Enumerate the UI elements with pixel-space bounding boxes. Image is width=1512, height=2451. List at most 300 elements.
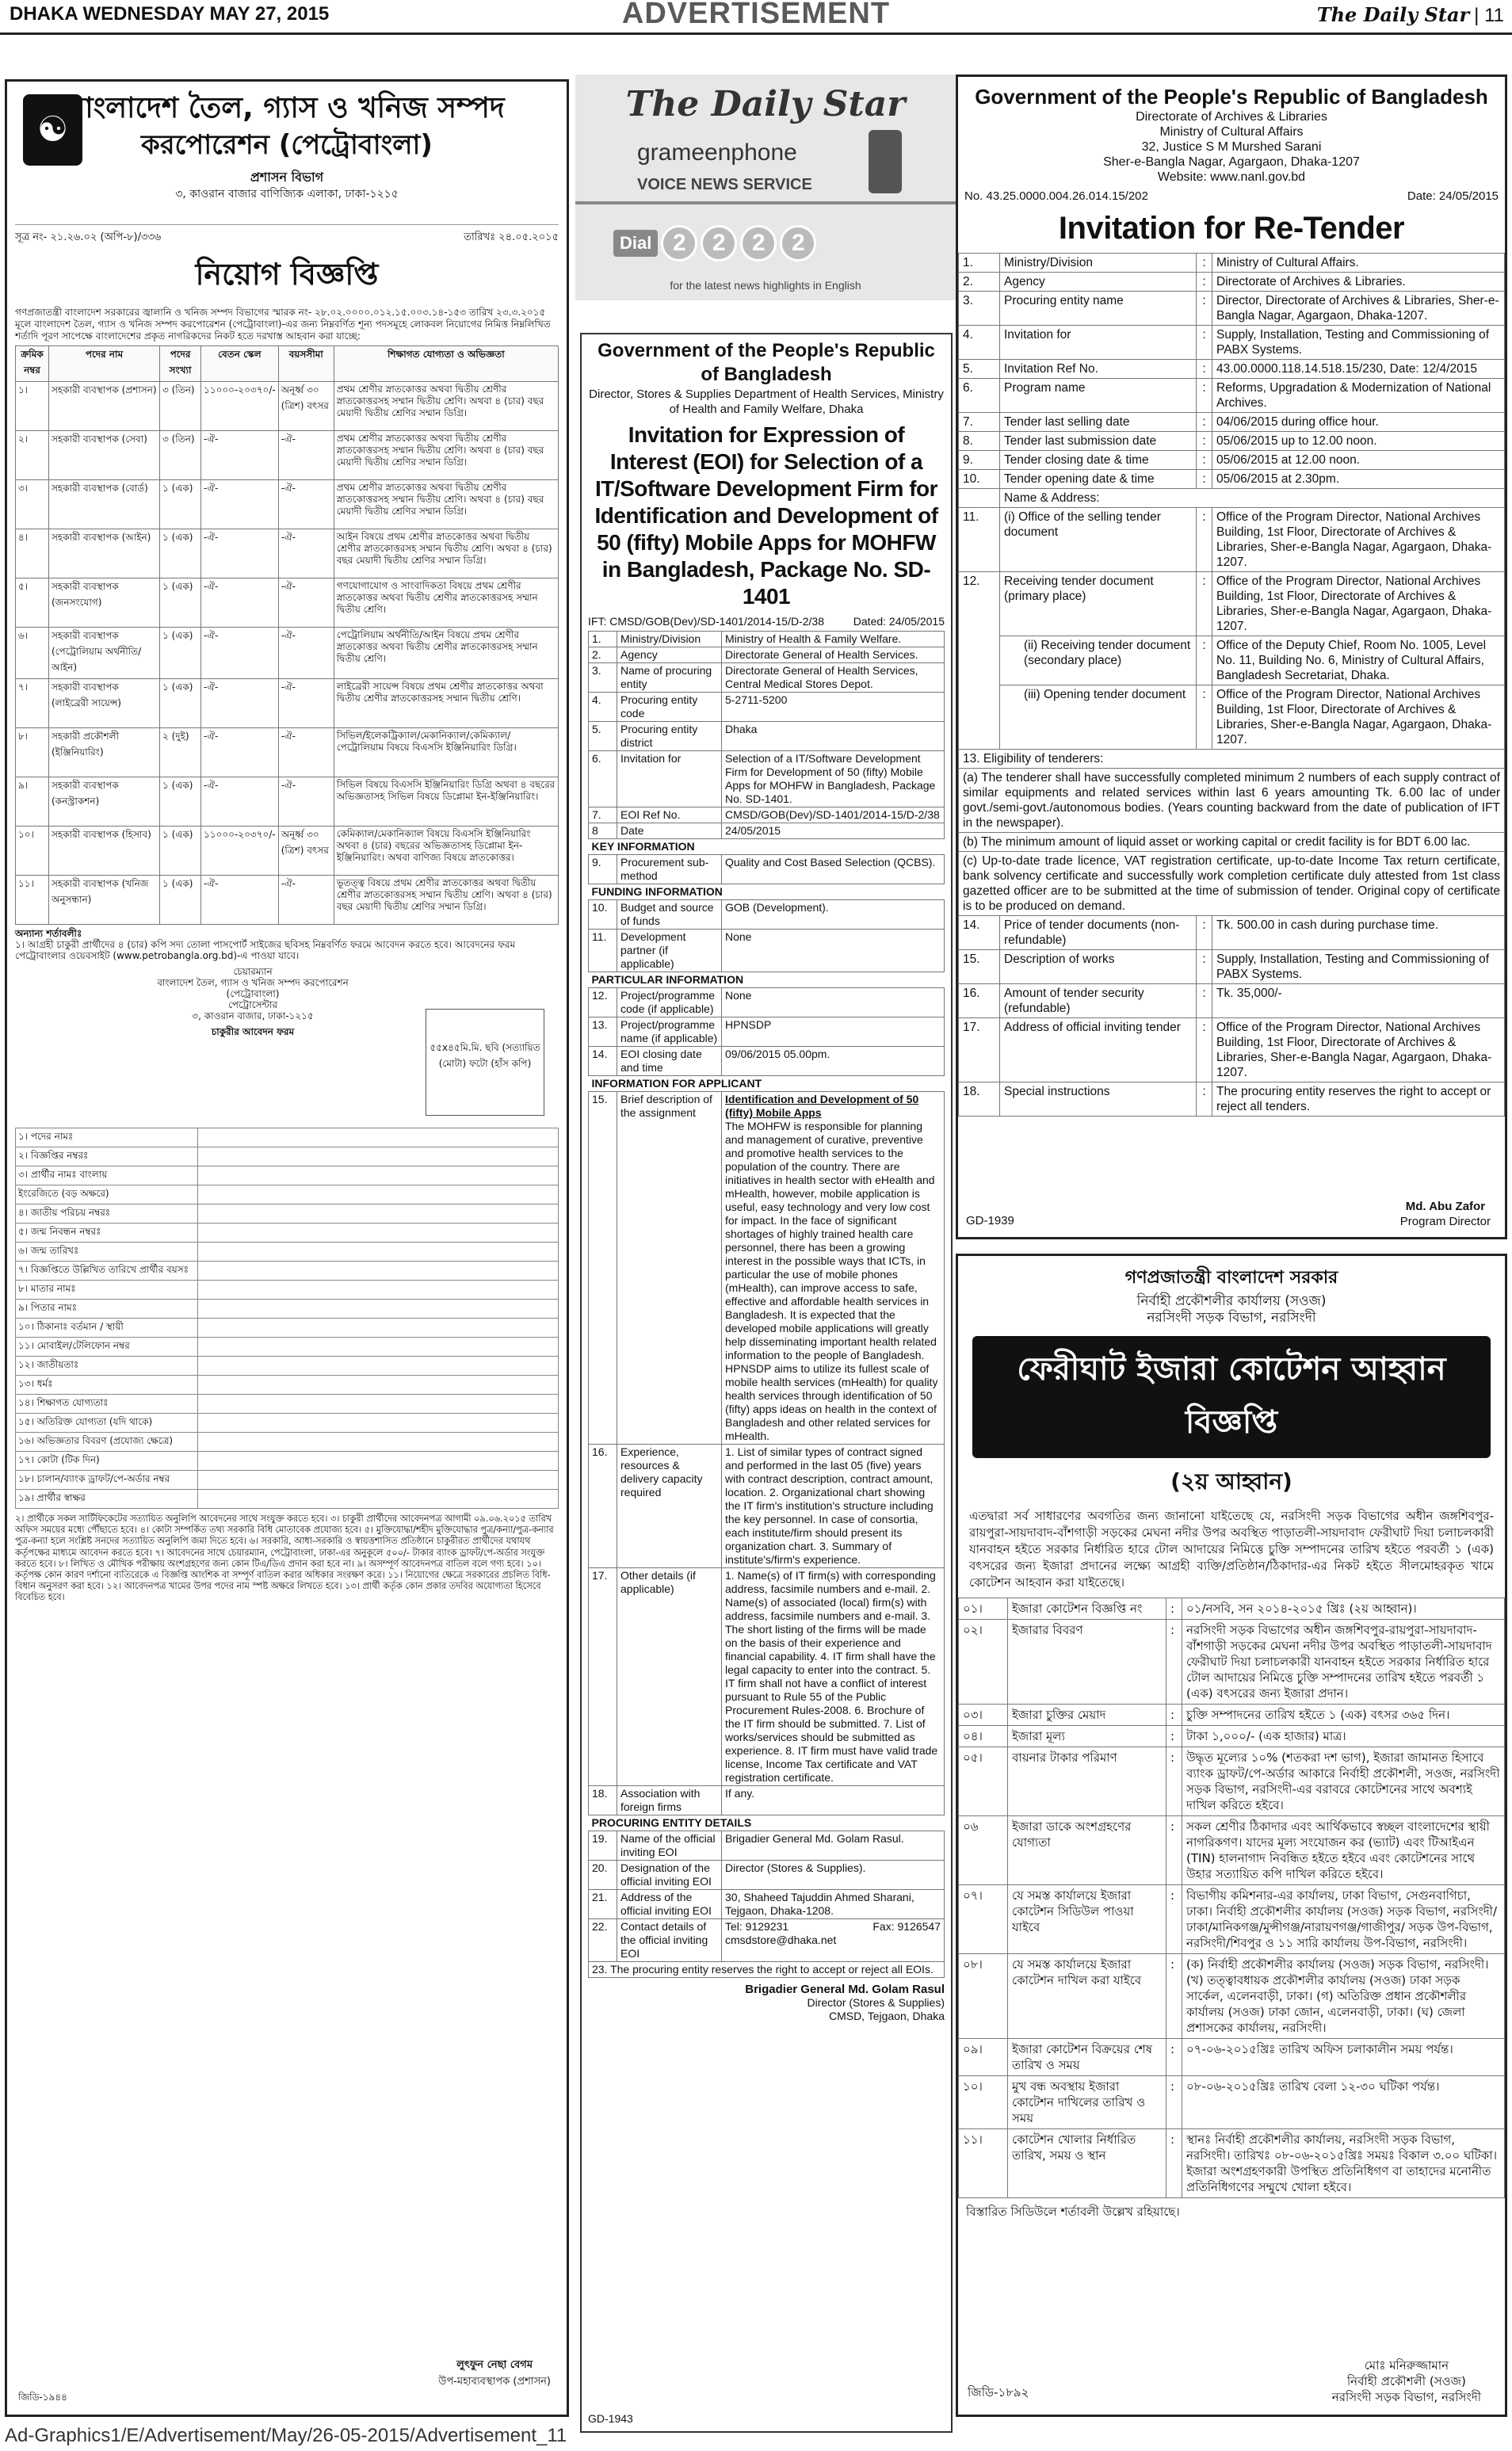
form-input[interactable] [198, 1281, 559, 1300]
archives-signature [1400, 1199, 1491, 1229]
row-num: 11. [959, 508, 1000, 572]
row-num: 22. [589, 1919, 617, 1962]
row-label: Other details (if applicable) [617, 1568, 722, 1786]
vacancy-cell: -ঐ- [201, 529, 279, 578]
form-input[interactable] [198, 1185, 559, 1205]
section-row [589, 1076, 945, 1092]
vacancy-row [16, 827, 559, 876]
row-label: Tender last submission date [1000, 432, 1197, 451]
row-colon: : [1197, 950, 1212, 984]
archives-row [959, 916, 1505, 950]
divider [575, 201, 956, 204]
eoi-signature [588, 1983, 945, 2023]
row-value: 05/06/2015 at 2.30pm. [1212, 470, 1505, 489]
row-value: Office of the Program Director, National Archives Building, 1st Floor, Directorate of Archives & Libraries, Sher-e-Bangla Nagar, Agargaon, Dhaka-1207. [1212, 572, 1505, 636]
row-value: Ministry of Health & Family Welfare. [722, 632, 945, 647]
form-label: ১৭। কোটা (টিক দিন) [16, 1452, 198, 1471]
archives-row [959, 292, 1505, 326]
org-title-line1: বাংলাদেশ তৈল, গ্যাস ও খনিজ সম্পদ [69, 92, 505, 124]
row-label: ইজারা ডাকে অংশগ্রহণের যোগ্যতা [1008, 1816, 1166, 1885]
vacancy-cell: সহকারী ব্যবস্থাপক (খনিজ অনুসন্ধান) [49, 876, 160, 925]
row-num: 5. [589, 722, 617, 751]
row-value: (c) Up-to-date trade licence, VAT registration certificate, up-to-date Income Tax return certificate, bank solvency certificate and successfully work completion certificate duly attested from 1st class gazetted officer are to be submitted at the time of submission of tender. Original copy of certificate is to be produced on demand. [959, 852, 1505, 916]
row-value: Brigadier General Md. Golam Rasul. [722, 1831, 945, 1861]
row-label: Brief description of the assignment [617, 1092, 722, 1445]
vacancy-cell: ১০। [16, 827, 49, 876]
row-num: 8. [959, 432, 1000, 451]
row-label: যে সমস্ত কার্যালয়ে ইজারা কোটেশন সিডিউল পাওয়া যাইবে [1008, 1885, 1166, 1954]
application-form [15, 1128, 559, 1509]
ferighat-row [959, 1620, 1505, 1705]
form-row [16, 1128, 559, 1147]
ferighat-gd: জিডি-১৮৯২ [968, 2385, 1029, 2399]
row-colon: : [1166, 2129, 1182, 2198]
row-label: Tender opening date & time [1000, 470, 1197, 489]
row-value: Office of the Deputy Chief, Room No. 1005, Level No. 11, Building No. 6, Ministry of Cultural Affairs, Bangladesh Secretariat, Dhaka. [1212, 636, 1505, 685]
archives-row-13c [959, 852, 1505, 916]
row-colon: : [1197, 636, 1212, 685]
eoi-row [589, 823, 945, 839]
archives-row [959, 326, 1505, 360]
contact-email[interactable]: cmsdstore@dhaka.net [725, 1934, 837, 1946]
form-label: ১০। ঠিকানাঃ বর্তমান / স্থায়ী [16, 1319, 198, 1338]
section-applicant: INFORMATION FOR APPLICANT [589, 1076, 945, 1092]
vacancy-cell: -ঐ- [278, 480, 334, 529]
row-label: ইজারা কোটেশন বিজ্ঞপ্তি নং [1008, 1598, 1166, 1620]
row-colon: : [1197, 984, 1212, 1018]
form-label: ১৮। চালান/ব্যাংক ড্রাফট/পে-অর্ডার নম্বর [16, 1471, 198, 1490]
form-input[interactable] [198, 1243, 559, 1262]
form-label: ১৫। অতিরিক্ত যোগ্যতা (যদি থাকে) [16, 1414, 198, 1433]
vacancy-cell: সহকারী ব্যবস্থাপক (সেবা) [49, 431, 160, 480]
col-post: পদের নাম [49, 346, 160, 382]
row-label: Experience, resources & delivery capacity required [617, 1445, 722, 1568]
row-value: Office of the Program Director, National Archives Building, 1st Floor, Directorate of Archives & Libraries, Sher-e-Bangla Nagar, Agargaon, Dhaka-1207. [1212, 1018, 1505, 1082]
vacancy-cell: ১১০০০-২০৩৭০/- [201, 382, 279, 431]
vacancy-cell: -ঐ- [278, 578, 334, 628]
vacancy-cell: ১ (এক) [160, 827, 201, 876]
form-input[interactable] [198, 1414, 559, 1433]
archives-row-13 [959, 750, 1505, 769]
row-label: Tender closing date & time [1000, 451, 1197, 470]
row-num: 17. [589, 1568, 617, 1786]
row-num: 13. [589, 1017, 617, 1047]
row-value: Tk. 35,000/- [1212, 984, 1505, 1018]
vacancy-cell: ১ (এক) [160, 679, 201, 728]
row-num: ১০। [959, 2076, 1008, 2129]
eoi-rows-particular [589, 988, 945, 1076]
ref-date: তারিখঃ ২৪.০৫.২০১৫ [464, 231, 559, 243]
ferighat-intro: এতদ্বারা সর্ব সাধারণের অবগতির জন্য জানানো যাইতেছে যে, নরসিংদী সড়ক বিভাগের অধীন জঙ্গশিবপুর-রায়পুরা-সায়দাবাদ-বাঁশগাড়ী সড়কের মেঘনা নদীর উপর অবস্থিত পাড়াতলী-সায়দাবাদ ফেরীঘাট দিয়া চলাচলকারী যানবাহন হইতে সরকার নির্ধারিত হারে টোল আদায়ের নিমিত্তে চুক্তি সম্পাদনের তারিখ হইতে পরবর্তী ১ (এক) বৎসরের জন্য ইজারা প্রদানের লক্ষ্যে আগ্রহী ব্যক্তি/প্রতিষ্ঠান/ঠিকাদার-এর নিকট হইতে সীলমোহরকৃত খামে কোটেশন আহবান করা যাইতেছে। [969, 1509, 1494, 1590]
ref-number: সূত্র নং- ২১.২৬.০২ (অপি-৮)/৩৩৬ [15, 231, 162, 243]
vacancy-row [16, 382, 559, 431]
row-label: Development partner (if applicable) [617, 930, 722, 972]
addr-line: (পেট্রোবাংলা) [226, 988, 280, 999]
vacancy-cell: সহকারী ব্যবস্থাপক (আইন) [49, 529, 160, 578]
eoi-row [589, 663, 945, 693]
row-value: Reforms, Upgradation & Modernization of National Archives. [1212, 379, 1505, 413]
vacancy-cell: -ঐ- [278, 431, 334, 480]
col-count: পদের সংখ্যা [160, 346, 201, 382]
phone-icon [869, 130, 902, 193]
row-value: 1. Name(s) of IT firm(s) with corresponding address, facsimile numbers and e-mail. 2. Name(s) of associated (local) firm(s) with address, facsimile numbers and e-mail. 3. The short listing of the firms will be made on the basis of their experience and financial capability. 4. IT firm shall have the legal capacity to enter into the contract. 5. IT firm shall not have a conflict of interest pursuant to Rule 55 of the Public Procurement Rules-2008. 6. Brochure of the IT firm should be submitted. 7. List of works/services should be submitted as experience. 8. IT firm must have valid trade license, Income Tax certificate and VAT registration certificate. [722, 1568, 945, 1786]
row-num: 3. [589, 663, 617, 693]
row-value: 05/06/2015 at 12.00 noon. [1212, 451, 1505, 470]
ferighat-condition: বিস্তারিত সিডিউলে শর্তাবলী উল্লেখ রহিয়াছে। [966, 2205, 1180, 2219]
vacancy-cell: কেমিক্যাল/মেকানিক্যাল বিষয়ে বিএসসি ইঞ্জিনিয়ারিং অথবা ৪ (চার) বছরের অভিজ্ঞতাসহ ডিপ্লোমা ইন-ইঞ্জিনিয়ারিং। অথবা বাণিজ্য বিষয়ে স্নাতকোত্তর। [334, 827, 558, 876]
row-label: Contact details of the official inviting EOI [617, 1919, 722, 1962]
form-label: ১৬। অভিজ্ঞতার বিবরণ (প্রযোজ্য ক্ষেত্রে) [16, 1433, 198, 1452]
archives-line: Ministry of Cultural Affairs [1159, 125, 1304, 139]
vacancy-cell: ১ (এক) [160, 876, 201, 925]
row-value: None [722, 930, 945, 972]
ferighat-signature [1332, 2357, 1481, 2405]
archives-gov-title: Government of the People's Republic of Bangladesh [975, 85, 1488, 109]
dial-digit: 2 [740, 225, 777, 262]
row-value: নরসিংদী সড়ক বিভাগের অধীন জঙ্গশিবপুর-রায়পুরা-সায়দাবাদ-বাঁশগাড়ী সড়কের মেঘনা নদীর উপর অবস্থিত পাড়াতলী-সায়দাবাদ ফেরীঘাট দিয়া চলাচলকারী যানবাহন হইতে সরকার নির্ধারিত হারে টোল আদায়ের নিমিত্তে চুক্তি সম্পাদনের তারিখ হইতে পরবর্তী ১ (এক) বৎসরের জন্য ইজারা প্রদান। [1182, 1620, 1505, 1705]
vacancy-cell: ২ (দুই) [160, 728, 201, 777]
vacancy-cell: -ঐ- [201, 876, 279, 925]
form-label: ৯। পিতার নামঃ [16, 1300, 198, 1319]
form-input[interactable] [198, 1376, 559, 1395]
form-row [16, 1166, 559, 1185]
ferighat-row [959, 2076, 1505, 2129]
section-row [589, 839, 945, 855]
masthead-section: ADVERTISEMENT [621, 0, 891, 30]
signer-name: লুৎফুন নেছা বেগম [456, 2359, 533, 2371]
ferighat-gov-title: গণপ্রজাতন্ত্রী বাংলাদেশ সরকার [1124, 1268, 1338, 1288]
row-colon: : [1197, 1082, 1212, 1117]
row-num: 15. [959, 950, 1000, 984]
row-colon: : [1197, 451, 1212, 470]
form-input[interactable] [198, 1224, 559, 1243]
eoi-row-19 [589, 1831, 945, 1861]
vacancy-cell: -ঐ- [201, 578, 279, 628]
row-value: Director (Stores & Supplies). [722, 1861, 945, 1890]
row-value: Office of the Program Director, National Archives Building, 1st Floor, Directorate of Archives & Libraries, Sher-e-Bangla Nagar, Agargaon, Dhaka-1207. [1212, 685, 1505, 750]
row-num: 16. [589, 1445, 617, 1568]
vacancy-row [16, 728, 559, 777]
archives-website[interactable]: Website: www.nanl.gov.bd [1157, 170, 1306, 184]
form-row [16, 1471, 559, 1490]
ferighat-notice [956, 1254, 1507, 2417]
vacancy-row [16, 679, 559, 728]
eoi-rows-general [589, 632, 945, 839]
row-colon: : [1197, 916, 1212, 950]
banner-logo: The Daily Star [625, 84, 906, 124]
archives-row-11 [959, 508, 1505, 572]
archives-row [959, 379, 1505, 413]
row-num: 16. [959, 984, 1000, 1018]
row-label: (i) Office of the selling tender document [1000, 508, 1197, 572]
row-label: বায়নার টাকার পরিমাণ [1008, 1747, 1166, 1816]
archives-row [959, 360, 1505, 379]
section-funding: FUNDING INFORMATION [589, 884, 945, 900]
notice-intro: গণপ্রজাতন্ত্রী বাংলাদেশ সরকারের জ্বালানি ও খনিজ সম্পদ বিভাগের স্মারক নং- ২৮.০২.০০০০.০১২.১৫.০০৩.১৪-১৫৩ তারিখ ২৩.৩.২০১৫ মূলে বাংলাদেশ তৈল, গ্যাস ও খনিজ সম্পদ করপোরেশন (পেট্রোবাংলা)-এর জন্য নিম্নবর্ণিত শূন্য পদসমূহে লোকবল নিয়োগের নিমিত্ত নিম্নলিখিত শর্তাদি পূরণ সাপেক্ষে বাংলাদেশের প্রকৃত নাগরিকদের নিকট হতে দরখাস্ত আহবান করা যাচ্ছে: [15, 307, 551, 342]
form-row [16, 1147, 559, 1166]
eoi-gd: GD-1943 [588, 2412, 633, 2425]
archives-tender [956, 74, 1507, 1239]
form-label: ৪। জাতীয় পরিচয় নম্বরঃ [16, 1205, 198, 1224]
archives-row [959, 451, 1505, 470]
eoi-row [589, 751, 945, 807]
archives-row-12b [959, 636, 1505, 685]
row-label: Agency [617, 647, 722, 663]
row-num: 6. [589, 751, 617, 807]
row-label: Procuring entity code [617, 693, 722, 722]
archives-row [959, 432, 1505, 451]
archives-row-13b [959, 833, 1505, 852]
row-colon: : [1166, 1816, 1182, 1885]
form-label: ৫। জন্ম নিবন্ধন নম্বরঃ [16, 1224, 198, 1243]
row-label: 13. Eligibility of tenderers: [959, 750, 1505, 769]
vacancy-cell: ১। [16, 382, 49, 431]
form-row [16, 1376, 559, 1395]
row-colon: : [1166, 1885, 1182, 1954]
row-colon: : [1166, 2076, 1182, 2129]
form-input[interactable] [198, 1128, 559, 1147]
vacancy-table [15, 346, 559, 925]
addr-line: চেয়ারম্যান [233, 966, 273, 977]
contact-tel: Tel: 9129231 [725, 1920, 789, 1933]
form-input[interactable] [198, 1300, 559, 1319]
row-num: 14. [589, 1047, 617, 1076]
instructions: ২। প্রার্থীকে সকল সার্টিফিকেটের সত্যায়িত অনুলিপি আবেদনের সাথে সংযুক্ত করতে হবে। ৩। চাকুরী প্রার্থীদের আবেদনপত্র আগামী ০৯.০৬.২০১৫ তারিখ অফিস সময়ের মধ্যে পৌঁছাতে হবে। ৪। কোটা সম্পর্কিত তথ্য সরকারি বিধি মোতাবেক প্রযোজ্য হবে। ৫। মুক্তিযোদ্ধা/শহীদ মুক্তিযোদ্ধার পুত্র/কন্যা/পুত্র-কন্যার পুত্র-কন্যা হলে সংশ্লিষ্ট সনদের সত্যায়িত অনুলিপি জমা দিতে হবে। ৬। সরকারি, আধা-সরকারি ও স্বায়ত্তশাসিত প্রতিষ্ঠানে চাকুরীরত প্রার্থীদের যথাযথ কর্তৃপক্ষের মাধ্যমে আবেদন করতে হবে। ৭। আবেদনের সাথে চেয়ারম্যান, পেট্রোবাংলা, ঢাকা-এর অনুকূলে ৫০০/- টাকার ব্যাংক ড্রাফট/পে-অর্ডার সংযুক্ত করতে হবে। ৮। লিখিত ও মৌখিক পরীক্ষায় অংশগ্রহণের জন্য কোন টিএ/ডিএ প্রদান করা হবে না। ৯। অসম্পূর্ণ আবেদনপত্র বাতিল বলে গণ্য হবে। ১০। কর্তৃপক্ষ কোন কারণ দর্শানো ব্যতিরেকে এ বিজ্ঞপ্তি আংশিক বা সম্পূর্ণ বাতিল করার অধিকার সংরক্ষণ করে। ১১। নিয়োগের ক্ষেত্রে সরকারের প্রচলিত বিধি-বিধান অনুসরণ করা হবে। ১২। আবেদনপত্র খামের উপর পদের নাম স্পষ্ট অক্ষরে লিখতে হবে। ১৩। প্রার্থী কর্তৃক কোন প্রকার তদবির অযোগ্যতা হিসেবে বিবেচিত হবে। [15, 1514, 554, 1603]
ferighat-rows [959, 1598, 1505, 2198]
row-value: 43.00.0000.118.14.518.15/230, Date: 12/4/2015 [1212, 360, 1505, 379]
conditions-head: অন্যান্য শর্তাবলীঃ [15, 928, 82, 939]
vacancy-cell: ৪। [16, 529, 49, 578]
form-input[interactable] [198, 1490, 559, 1509]
ferighat-row [959, 1816, 1505, 1885]
section-row [589, 1815, 945, 1831]
addr-line: বাংলাদেশ তৈল, গ্যাস ও খনিজ সম্পদ করপোরেশন [157, 977, 349, 988]
form-label: ৭। বিজ্ঞপ্তিতে উল্লিখিত তারিখে প্রার্থীর বয়সঃ [16, 1262, 198, 1281]
archives-title: Invitation for Re-Tender [1058, 211, 1405, 246]
ferighat-row [959, 1598, 1505, 1620]
form-input[interactable] [198, 1147, 559, 1166]
row-colon: : [1197, 508, 1212, 572]
vacancy-header-row [16, 346, 559, 382]
archives-row [959, 470, 1505, 489]
row-value: Selection of a IT/Software Development Firm for Development of 50 (fifty) Mobile Apps for MOHFW in Bangladesh, Package No. SD-1401. [722, 751, 945, 807]
row-value: 09/06/2015 05.00pm. [722, 1047, 945, 1076]
row-label: Amount of tender security (refundable) [1000, 984, 1197, 1018]
vacancy-cell: সহকারী ব্যবস্থাপক (কনস্ট্রাকশন) [49, 777, 160, 827]
archives-line: 32, Justice S M Murshed Sarani [1141, 140, 1322, 154]
address-block [150, 966, 356, 1037]
eoi-row [589, 1017, 945, 1047]
dial-digit: 2 [780, 225, 816, 262]
ferighat-signer-title: নির্বাহী প্রকৌশলী (সওজ) [1346, 2374, 1466, 2388]
row-num: 18. [959, 1082, 1000, 1117]
vacancy-cell: প্রথম শ্রেণীর স্নাতকোত্তর অথবা দ্বিতীয় শ্রেণীর স্নাতকোত্তরসহ সম্মান দ্বিতীয় শ্রেণি। অথবা ৪ (চার) বছর মেয়াদী দ্বিতীয় শ্রেণির সম্মান ডিগ্রি। [334, 431, 558, 480]
row-num: 11. [589, 930, 617, 972]
form-label: ৮। মাতার নামঃ [16, 1281, 198, 1300]
eoi-table [588, 631, 945, 1978]
vacancy-row [16, 480, 559, 529]
ferighat-signer: মোঃ মনিরুজ্জামান [1364, 2358, 1449, 2373]
row-label: Agency [1000, 273, 1197, 292]
vacancy-cell: পেট্রোলিয়াম অর্থনীতি/আইন বিষয়ে প্রথম শ্রেণীর স্নাতকোত্তর অথবা দ্বিতীয় শ্রেণীর স্নাতকোত্তরসহ সম্মান দ্বিতীয় শ্রেণি। [334, 628, 558, 679]
row-label: Invitation Ref No. [1000, 360, 1197, 379]
petrobangla-header [15, 86, 559, 225]
row-num: 9. [959, 451, 1000, 470]
row-value: ০৮-০৬-২০১৫খ্রিঃ তারিখ বেলা ১২-৩০ ঘটিকা পর্যন্ত। [1182, 2076, 1505, 2129]
form-label: ১। পদের নামঃ [16, 1128, 198, 1147]
org-dept: প্রশাসন বিভাগ [250, 170, 324, 185]
vacancy-row [16, 777, 559, 827]
archives-line: Sher-e-Bangla Nagar, Agargaon, Dhaka-1207 [1103, 155, 1360, 169]
row-value: (a) The tenderer shall have successfully completed minimum 2 numbers of each supply contract of similar equipments and related services within last 6 years amounting Tk. 6.00 lac of under govt./semi-govt./autonomous bodies. (Years counting backward from the date of publication of IFT in the newspaper). [959, 769, 1505, 833]
eoi-rows-funding [589, 900, 945, 972]
dial-number [613, 225, 816, 262]
row-label: (ii) Receiving tender document (secondary place) [1000, 636, 1197, 685]
row-num: 2. [589, 647, 617, 663]
row-num: 10. [959, 470, 1000, 489]
archives-row-12 [959, 572, 1505, 636]
vacancy-cell: -ঐ- [201, 679, 279, 728]
ferighat-row [959, 1954, 1505, 2039]
row-value: If any. [722, 1786, 945, 1815]
form-input[interactable] [198, 1262, 559, 1281]
row-value: সকল শ্রেণীর ঠিকাদার এবং আর্থিকভাবে স্বচ্ছল বাংলাদেশের স্থায়ী নাগরিকগণ। যাদের মূল্য সংযোজন কর (ভ্যাট) এবং টিআইএন (TIN) হালনাগাদ নিবন্ধিত হইতে হইবে এবং কোটেশনের সাথে উহার সত্যায়িত কপি দাখিল করিতে হইবে। [1182, 1816, 1505, 1885]
eoi-row [589, 807, 945, 823]
eoi-rows-key [589, 855, 945, 884]
operator-name: grameenphone [637, 139, 797, 166]
row-num: 2. [959, 273, 1000, 292]
row-label: ইজারার বিবরণ [1008, 1620, 1166, 1705]
row-label: Project/programme code (if applicable) [617, 988, 722, 1017]
form-input[interactable] [198, 1471, 559, 1490]
dial-label: Dial [613, 230, 658, 257]
form-input[interactable] [198, 1166, 559, 1185]
row-colon: : [1197, 360, 1212, 379]
row-label: কোটেশন খোলার নির্ধারিত তারিখ, সময় ও স্থান [1008, 2129, 1166, 2198]
ferighat-banner: ফেরীঘাট ইজারা কোটেশন আহ্বান বিজ্ঞপ্তি [972, 1336, 1491, 1458]
row-label: Invitation for [617, 751, 722, 807]
photo-box: ৫৫x৪৫মি.মি. ছবি (সত্যায়িত (মোটা) ফটো (হাঁস কপি) [426, 1009, 544, 1116]
row-num: 19. [589, 1831, 617, 1861]
row-value: ০১/নসবি, সন ২০১৪-২০১৫ খ্রিঃ (২য় আহ্বান)। [1182, 1598, 1505, 1620]
vacancy-cell: ২। [16, 431, 49, 480]
masthead-right [1317, 3, 1504, 27]
form-input[interactable] [198, 1319, 559, 1338]
row-num: ০৯। [959, 2039, 1008, 2076]
form-label: ইংরেজিতে (বড় অক্ষরে) [16, 1185, 198, 1205]
row-value: HPNSDP [722, 1017, 945, 1047]
row-num: ০৪। [959, 1726, 1008, 1747]
form-input[interactable] [198, 1433, 559, 1452]
assignment-text: The MOHFW is responsible for planning and management of curative, preventive and promotive health services to the population of the country. There are initiatives in health sector with eHealth and mHealth, however, mobile application is useful, easy technology and very low cost for impact. In the face of significant shortages of highly trained health care personnel, there has been a growing interest in the possible ways that ICTs, in particular the use of mobile phones (mHealth), can improve access to safe, effective and affordable health services in Bangladesh. It is expected that the developed mobile applications will greatly help disseminating important health related information to the people of Bangladesh. HPNSDP aims to utilize its fullest scale of mobile health services (mHealth) for quality health services through identification of 50 (fifty) apps ideas on health in the context of Bangladesh and other related services for mHealth. [725, 1120, 938, 1442]
row-num: ০৬ [959, 1816, 1008, 1885]
row-label: Name & Address: [1000, 489, 1505, 508]
ferighat-row [959, 2039, 1505, 2076]
form-row [16, 1414, 559, 1433]
vacancy-cell: ৮। [16, 728, 49, 777]
row-colon: : [1166, 1726, 1182, 1747]
vacancy-cell: ৫। [16, 578, 49, 628]
row-label: Price of tender documents (non-refundable) [1000, 916, 1197, 950]
vacancy-cell: প্রথম শ্রেণীর স্নাতকোত্তর অথবা দ্বিতীয় শ্রেণীর স্নাতকোত্তরসহ সম্মান দ্বিতীয় শ্রেণি। অথবা ৪ (চার) বছর মেয়াদী দ্বিতীয় শ্রেণির সম্মান ডিগ্রি। [334, 480, 558, 529]
vacancy-cell: ১ (এক) [160, 529, 201, 578]
row-colon: : [1197, 292, 1212, 326]
form-input[interactable] [198, 1452, 559, 1471]
row-label: Receiving tender document (primary place) [1000, 572, 1197, 636]
row-value: None [722, 988, 945, 1017]
row-num: 12. [959, 572, 1000, 750]
row-label: EOI closing date and time [617, 1047, 722, 1076]
petrobangla-gd: জিডি-১৯৪৪ [18, 2392, 67, 2403]
row-num: 15. [589, 1092, 617, 1445]
ferighat-division: নরসিংদী সড়ক বিভাগ, নরসিংদী [1147, 1310, 1316, 1326]
row-label: Description of works [1000, 950, 1197, 984]
vacancy-cell: -ঐ- [278, 777, 334, 827]
condition-1: ১। আগ্রহী চাকুরী প্রার্থীদের ৪ (চার) কপি সদ্য তোলা পাসপোর্ট সাইজের ছবিসহ নিম্নবর্ণিত ফরমে আবেদন করতে হবে। আবেদনের ফরম পেট্রোবাংলার ওয়েবসাইট (www.petrobangla.org.bd)-এ পাওয়া যাবে। [15, 939, 516, 961]
row-value: Directorate General of Health Services. [722, 647, 945, 663]
row-value: 24/05/2015 [722, 823, 945, 839]
ferighat-table [958, 1598, 1505, 2198]
archives-row [959, 1018, 1505, 1082]
row-value: (b) The minimum amount of liquid asset or working capital or credit facility is for BDT 6.00 lac. [959, 833, 1505, 852]
vacancy-cell: সহকারী ব্যবস্থাপক (লাইব্রেরী সায়েন্স) [49, 679, 160, 728]
form-row [16, 1300, 559, 1319]
vacancy-cell: ভূতত্ত্ব বিষয়ে প্রথম শ্রেণীর স্নাতকোত্তর অথবা দ্বিতীয় শ্রেণীর স্নাতকোত্তরসহ সম্মান দ্বিতীয় শ্রেণি। অথবা ৪ (চার) বছর মেয়াদী দ্বিতীয় শ্রেণির সম্মান ডিগ্রি। [334, 876, 558, 925]
row-num: 17. [959, 1018, 1000, 1082]
eoi-row-17 [589, 1568, 945, 1786]
row-label: Name of procuring entity [617, 663, 722, 693]
row-colon: : [1197, 273, 1212, 292]
row-num: 12. [589, 988, 617, 1017]
archives-row [959, 489, 1505, 508]
petrobangla-signature [438, 2357, 551, 2391]
vacancy-cell: ১১০০০-২০৩৭০/- [201, 827, 279, 876]
row-colon: : [1166, 2039, 1182, 2076]
vacancy-cell: -ঐ- [201, 628, 279, 679]
eoi-row-20 [589, 1861, 945, 1890]
row-value: Dhaka [722, 722, 945, 751]
row-value: বিভাগীয় কমিশনার-এর কার্যালয়, ঢাকা বিভাগ, সেগুনবাগিচা, ঢাকা। নির্বাহী প্রকৌশলীর কার্যালয় (সওজ) সড়ক বিভাগ, নরসিংদী/ঢাকা/মানিকগঞ্জ/মুন্সীগঞ্জ/নারায়ণগঞ্জ/গাজীপুর/ সড়ক উপ-বিভাগ, নরসিংদী/শিবপুর ও ১১ সারি কার্যালয় উপ-বিভাগ, নরসিংদী। [1182, 1885, 1505, 1954]
form-input[interactable] [198, 1395, 559, 1414]
row-num: 1. [589, 632, 617, 647]
eoi-row-21 [589, 1890, 945, 1919]
vacancy-cell: -ঐ- [278, 679, 334, 728]
form-title: চাকুরীর আবেদন ফরম [211, 1026, 295, 1037]
form-input[interactable] [198, 1205, 559, 1224]
row-num: 8 [589, 823, 617, 839]
ferighat-row [959, 1885, 1505, 1954]
form-input[interactable] [198, 1357, 559, 1376]
masthead-date: DHAKA WEDNESDAY MAY 27, 2015 [10, 3, 330, 25]
vacancy-cell: সহকারী ব্যবস্থাপক (পেট্রোলিয়াম অর্থনীতি/আইন) [49, 628, 160, 679]
row-colon: : [1166, 1705, 1182, 1726]
dial-digit: 2 [701, 225, 737, 262]
form-input[interactable] [198, 1338, 559, 1357]
petrobangla-emblem-icon: ☯ [23, 94, 82, 166]
archives-rows [959, 254, 1505, 489]
archives-table [958, 253, 1505, 1117]
row-value: চুক্তি সম্পাদনের তারিখ হইতে ১ (এক) বৎসর ৩৬৫ দিন। [1182, 1705, 1505, 1726]
daily-star-logo: The Daily Star [1316, 3, 1470, 26]
row-colon: : [1197, 1018, 1212, 1082]
eoi-row-23 [589, 1962, 945, 1978]
form-row [16, 1452, 559, 1471]
row-num: 4. [589, 693, 617, 722]
eoi-row [589, 693, 945, 722]
archives-line: Directorate of Archives & Libraries [1136, 110, 1327, 124]
vacancy-cell: প্রথম শ্রেণীর স্নাতকোত্তর অথবা দ্বিতীয় শ্রেণীর স্নাতকোত্তরসহ সম্মান দ্বিতীয় শ্রেণি। অথবা ৪ (চার) বছর মেয়াদী দ্বিতীয় শ্রেণির সম্মান ডিগ্রি। [334, 382, 558, 431]
row-value: 04/06/2015 during office hour. [1212, 413, 1505, 432]
